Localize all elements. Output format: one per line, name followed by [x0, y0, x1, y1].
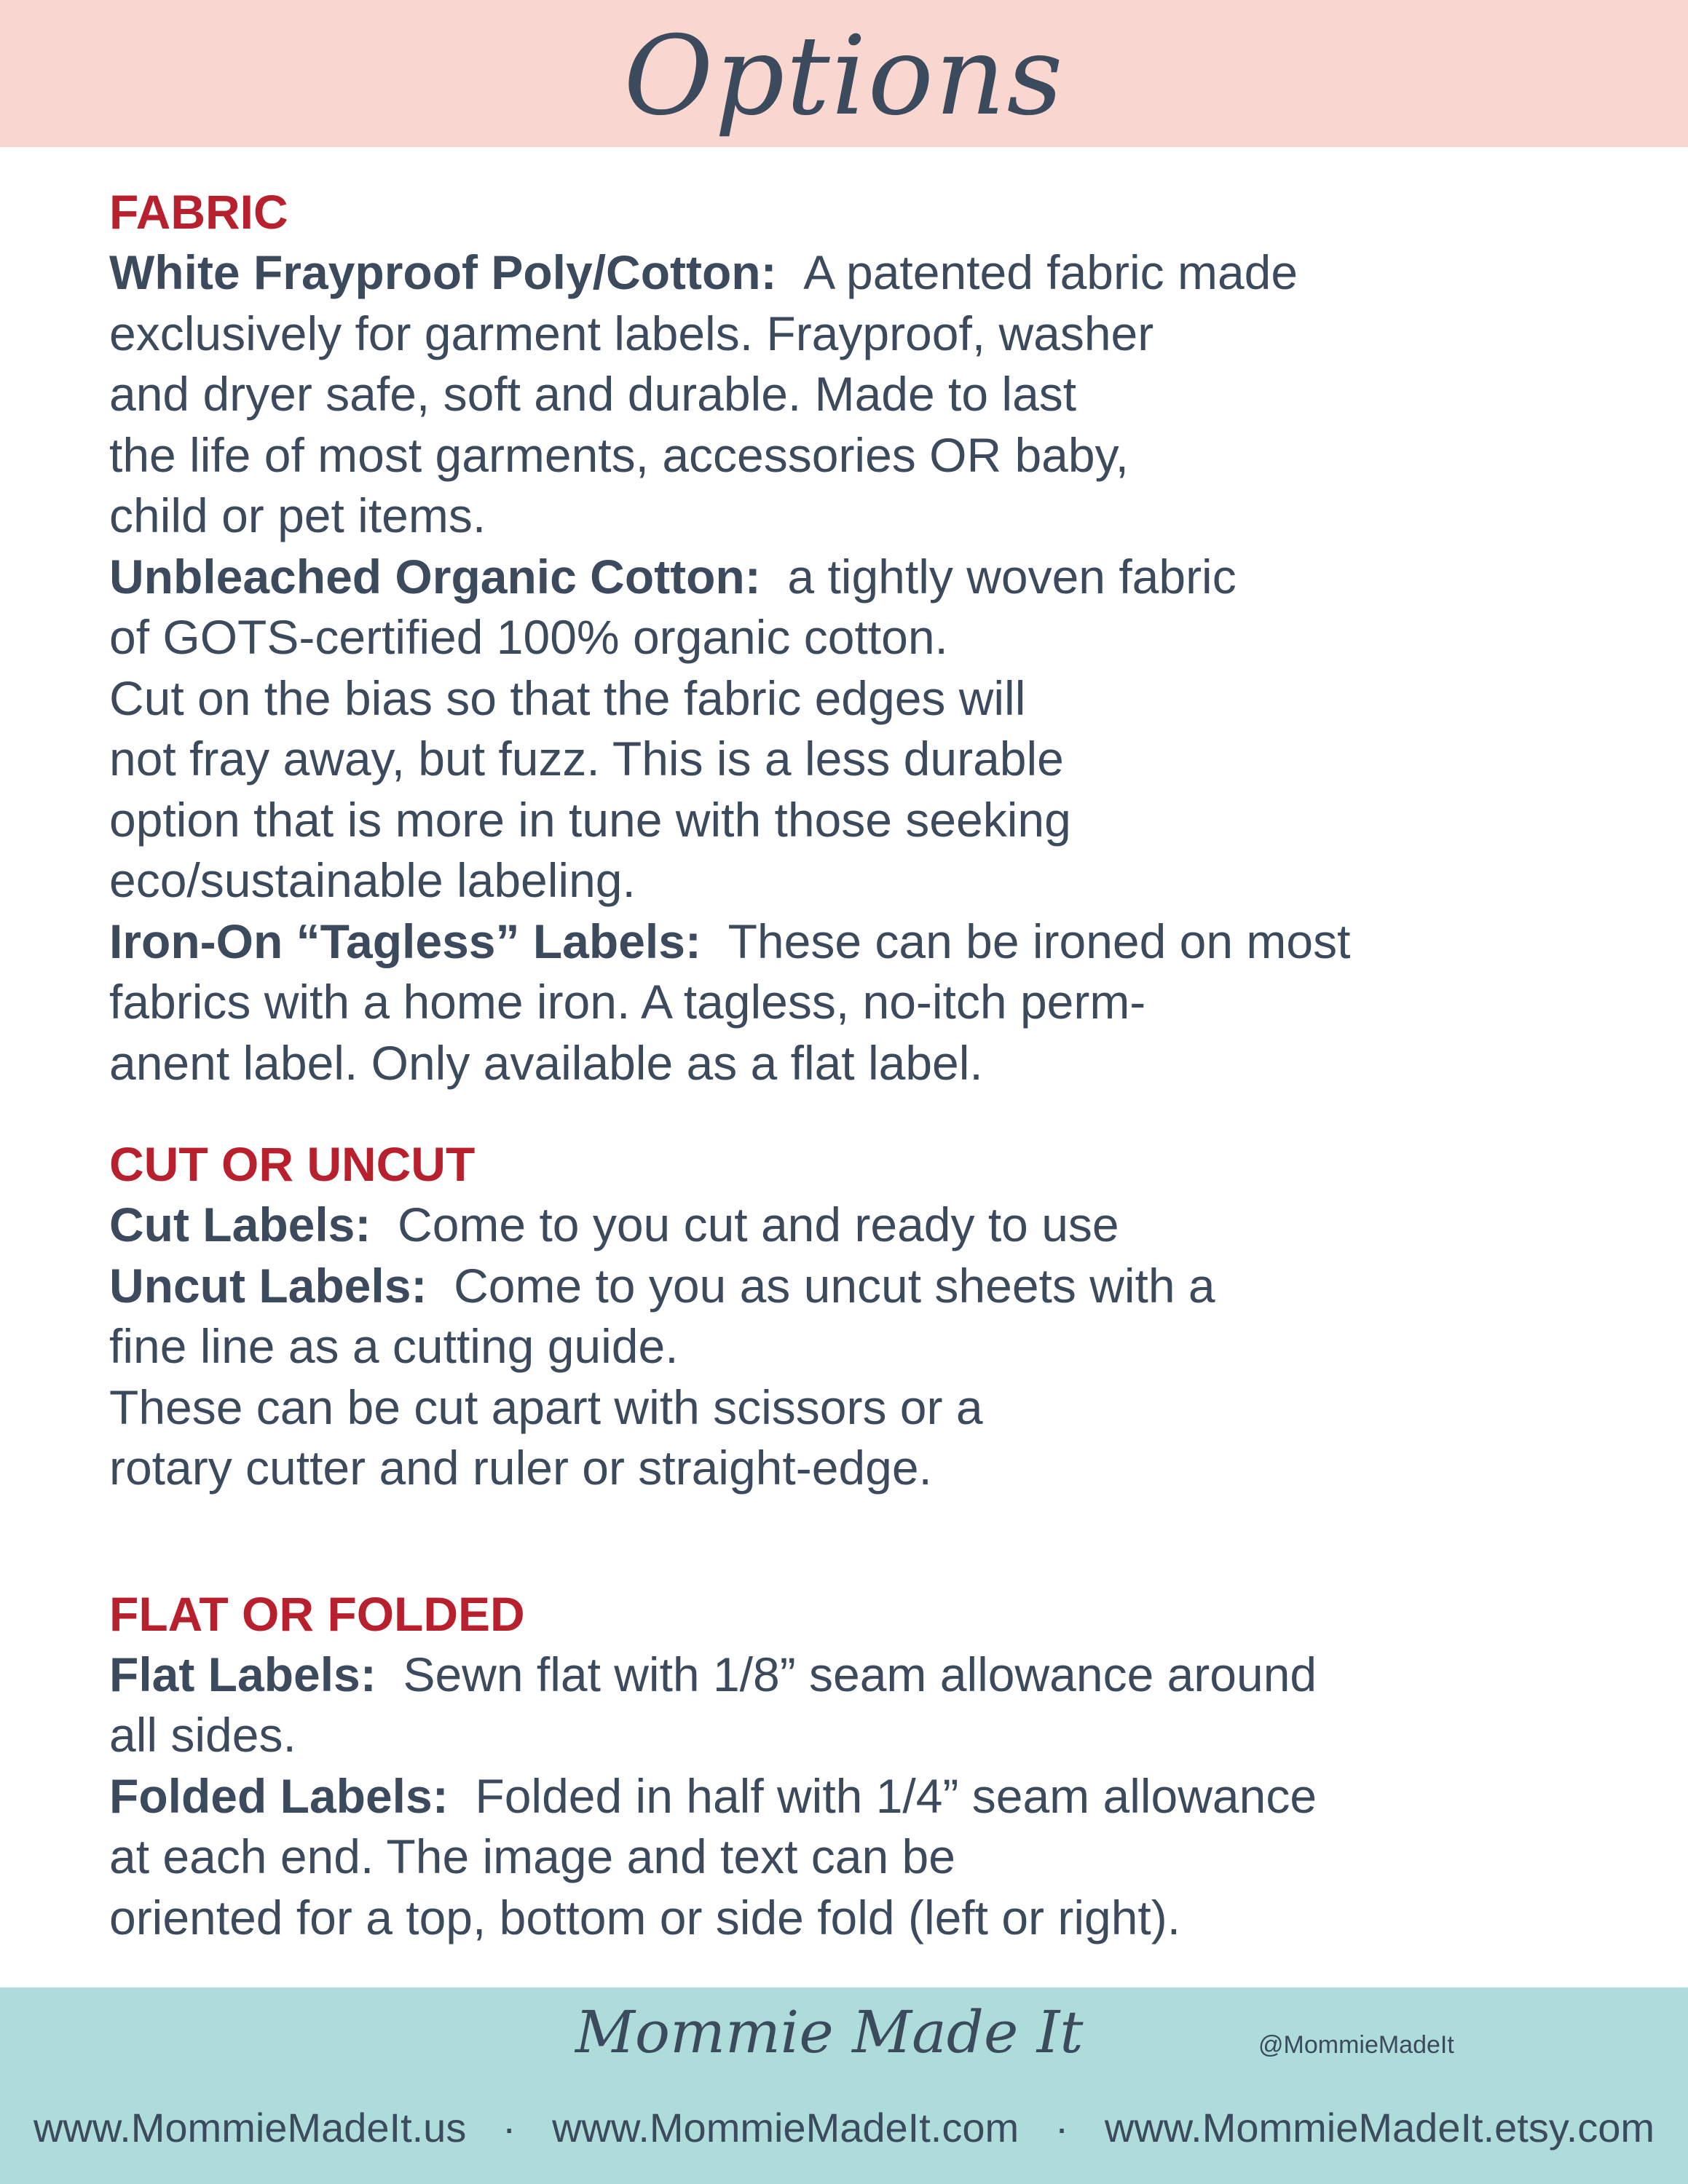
entry-text: eco/sustainable labeling.	[109, 853, 636, 907]
social-handle: @MommieMadeIt	[1258, 2031, 1454, 2059]
section-cut-or-uncut	[109, 1134, 1638, 1499]
footer-links	[0, 2104, 1688, 2151]
entry-text: anent label. Only available as a flat label.	[109, 1035, 983, 1090]
entry-text: and dryer safe, soft and durable. Made to last	[109, 367, 1077, 421]
entry-first-line	[109, 911, 1638, 973]
entry-first-line	[109, 1256, 1638, 1317]
fabric-entry-iron-on	[109, 911, 1638, 1094]
entry-text: fabrics with a home iron. A tagless, no-itch perm-	[109, 975, 1146, 1029]
entry-text: These can be cut apart with scissors or a	[109, 1380, 983, 1434]
entry-text: a tightly woven fabric	[787, 549, 1237, 604]
entry-text: exclusively for garment labels. Frayproof, washer	[109, 306, 1154, 360]
options-content	[109, 182, 1638, 1948]
entry-text: the life of most garments, accessories OR baby,	[109, 427, 1129, 482]
section-spacer	[109, 1499, 1638, 1584]
page-title: Options	[623, 13, 1065, 140]
cut-entry-uncut-labels	[109, 1256, 1638, 1499]
entry-term: Folded Labels:	[109, 1768, 449, 1823]
entry-text: not fray away, but fuzz. This is a less durable	[109, 732, 1064, 786]
link-us[interactable]: www.MommieMadeIt.us	[33, 2105, 467, 2151]
entry-first-line	[109, 242, 1638, 304]
entry-term: Iron-On “Tagless” Labels:	[109, 914, 701, 968]
entry-text: Sewn flat with 1/8” seam allowance around	[403, 1647, 1317, 1701]
entry-text: at each end. The image and text can be	[109, 1829, 955, 1883]
entry-text: oriented for a top, bottom or side fold (left or right).	[109, 1890, 1181, 1944]
fold-entry-folded-labels	[109, 1766, 1638, 1949]
entry-term: White Frayproof Poly/Cotton:	[109, 245, 777, 299]
entry-text: Come to you cut and ready to use	[398, 1198, 1119, 1251]
entry-first-line	[109, 1195, 1638, 1256]
entry-term: Unbleached Organic Cotton:	[109, 549, 761, 604]
entry-text: fine line as a cutting guide.	[109, 1319, 679, 1373]
fold-entry-flat-labels	[109, 1645, 1638, 1766]
link-com[interactable]: www.MommieMadeIt.com	[552, 2105, 1019, 2151]
entry-term: Uncut Labels:	[109, 1258, 427, 1313]
entry-text: child or pet items.	[109, 488, 486, 542]
section-flat-or-folded	[109, 1584, 1638, 1949]
entry-term: Flat Labels:	[109, 1647, 376, 1701]
section-heading-fabric: FABRIC	[109, 185, 288, 239]
link-separator: ·	[1054, 2105, 1069, 2151]
section-heading-fold: FLAT OR FOLDED	[109, 1586, 525, 1641]
cut-entry-cut-labels	[109, 1195, 1638, 1256]
entry-first-line	[109, 1645, 1638, 1706]
section-heading-cut: CUT OR UNCUT	[109, 1137, 476, 1191]
section-fabric	[109, 182, 1638, 1093]
entry-text: of GOTS-certified 100% organic cotton.	[109, 610, 948, 664]
section-spacer	[109, 1093, 1638, 1134]
brand-name: Mommie Made It	[575, 1998, 1084, 2066]
link-separator: ·	[502, 2105, 516, 2151]
fabric-entry-poly-cotton	[109, 242, 1638, 547]
entry-text: rotary cutter and ruler or straight-edge.	[109, 1441, 932, 1495]
entry-text: A patented fabric made	[803, 245, 1298, 299]
entry-text: Cut on the bias so that the fabric edges will	[109, 670, 1026, 725]
entry-text: Come to you as uncut sheets with a	[454, 1258, 1215, 1313]
fabric-entry-organic-cotton	[109, 547, 1638, 911]
entry-term: Cut Labels:	[109, 1198, 371, 1251]
entry-text: These can be ironed on most	[727, 914, 1351, 968]
link-etsy[interactable]: www.MommieMadeIt.etsy.com	[1104, 2105, 1655, 2151]
entry-text: option that is more in tune with those seeking	[109, 792, 1071, 847]
entry-text: all sides.	[109, 1708, 296, 1762]
entry-first-line	[109, 1766, 1638, 1827]
entry-first-line	[109, 547, 1638, 608]
entry-text: Folded in half with 1/4” seam allowance	[475, 1768, 1317, 1823]
